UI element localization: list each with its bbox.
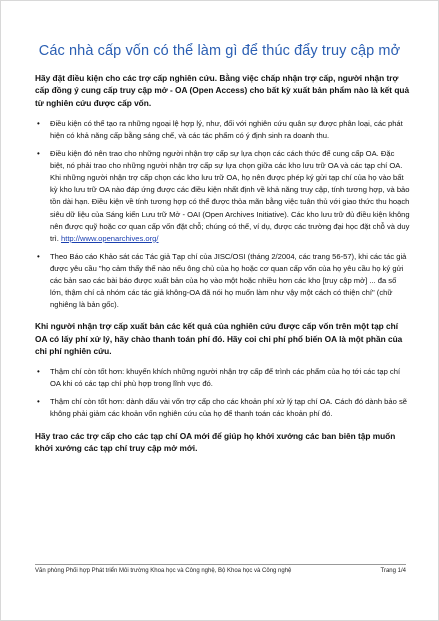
bullet-list-2 (35, 366, 410, 420)
intro-paragraph: Hãy đặt điều kiện cho các trợ cấp nghiên cứu. Bằng việc chấp nhận trợ cấp, người nhận trợ cấp đồng ý cung cấp truy cập mở - OA (Open Access) cho bất kỳ xuất bản phẩm nào là kết quả từ nghiên cứu được cấp vốn. (35, 73, 410, 108)
bullet-text: Điều kiện có thể tạo ra những ngoại lệ hợp lý, như, đối với nghiên cứu quân sự được phân loại, các phát hiện có khả năng cấp bằng sáng chế, và các tác phẩm có ý định sinh ra doanh thu. (50, 118, 403, 140)
bullet-text: Thậm chí còn tốt hơn: dành dấu vài vốn trợ cấp cho các khoản phí xử lý tạp chí OA. Cách đó dành bảo sẽ không phải giảm các khoản vốn nghiên cứu của họ để thanh toán các khoản phí đó. (50, 397, 407, 419)
bullet-text: Theo Báo cáo Khảo sát các Tác giả Tạp chí của JISC/OSI (tháng 2/2004, các trang 56-57), khi các tác giả được yêu cầu "họ cảm thấy thế nào nếu ông chủ của họ hoặc cơ quan cấp vốn của họ yêu cầu họ ký gửi các bản sao các bài báo được xuất bản của họ vào một hoặc nhiều hơn các kho [truy cập mở] ... đa số lớn, thậm chí cả nhóm các tác giả không-OA đã nói họ muốn làm như vậy một cách có thiện chí" (chữ nghiêng là bản gốc). (50, 251, 407, 310)
bullet-text: Thậm chí còn tốt hơn: khuyến khích những người nhận trợ cấp để trình các phẩm của họ tới các tạp chí OA khi có các tạp chí phù hợp trong lĩnh vực đó. (50, 367, 401, 389)
document-body (35, 72, 410, 463)
mid-paragraph: Khi người nhận trợ cấp xuất bản các kết quả của nghiên cứu được cấp vốn trên một tạp chí OA có lấy phí xử lý, hãy chào thanh toán phí đó. Hãy coi chi phí phổ biến OA là một phần của chi phí nghiên cứu. (35, 321, 403, 356)
list-item (35, 396, 410, 420)
bullet-text: Điều kiện đó nên trao cho những người nhận trợ cấp sự lựa chọn các cách thức để cung cấp OA. Đặc biệt, nó phải trao cho những người nhận trợ cấp sự lựa chọn giữa các kho lưu trữ OA và các tạp chí OA. Khi những người nhận trợ cấp chọn các kho lưu trữ OA, họ nên được phép ký gửi tạp chí của họ vào bất kỳ kho lưu trữ OA nào đáp ứng được các điều kiện nhất định về khả năng truy cập, tính tương hợp, và bảo tồn dài hạn. Điều kiện về tính tương hợp có thể được thỏa mãn bằng việc tuân thủ với giao thức thu hoạch siêu dữ liệu của Sáng kiến Lưu trữ Mở - OAI (Open Archives Initiative). Các kho lưu trữ đủ điều kiện không nên được quỹ hoặc cơ quan cấp vốn đặt chỗ; chúng có thể, ví dụ, được các trường đại học đặt chỗ và duy trì. (50, 149, 410, 243)
footer-org: Văn phòng Phối hợp Phát triển Môi trường Khoa học và Công nghệ, Bộ Khoa học và Công nghệ (35, 568, 292, 574)
list-item (35, 118, 410, 142)
page-number: Trang 1/4 (380, 568, 406, 574)
bullet-list-1 (35, 118, 410, 311)
page-footer (35, 564, 406, 574)
list-item (35, 251, 410, 311)
list-item (35, 366, 410, 390)
closing-paragraph: Hãy trao các trợ cấp cho các tạp chí OA mới để giúp họ khởi xướng các ban biên tập muốn khởi xướng các tạp chí truy cập mở mới. (35, 430, 396, 453)
openarchives-link[interactable]: http://www.openarchives.org/ (60, 233, 159, 243)
list-item (35, 148, 410, 245)
page-title: Các nhà cấp vốn có thể làm gì để thúc đẩy truy cập mở (38, 43, 401, 59)
